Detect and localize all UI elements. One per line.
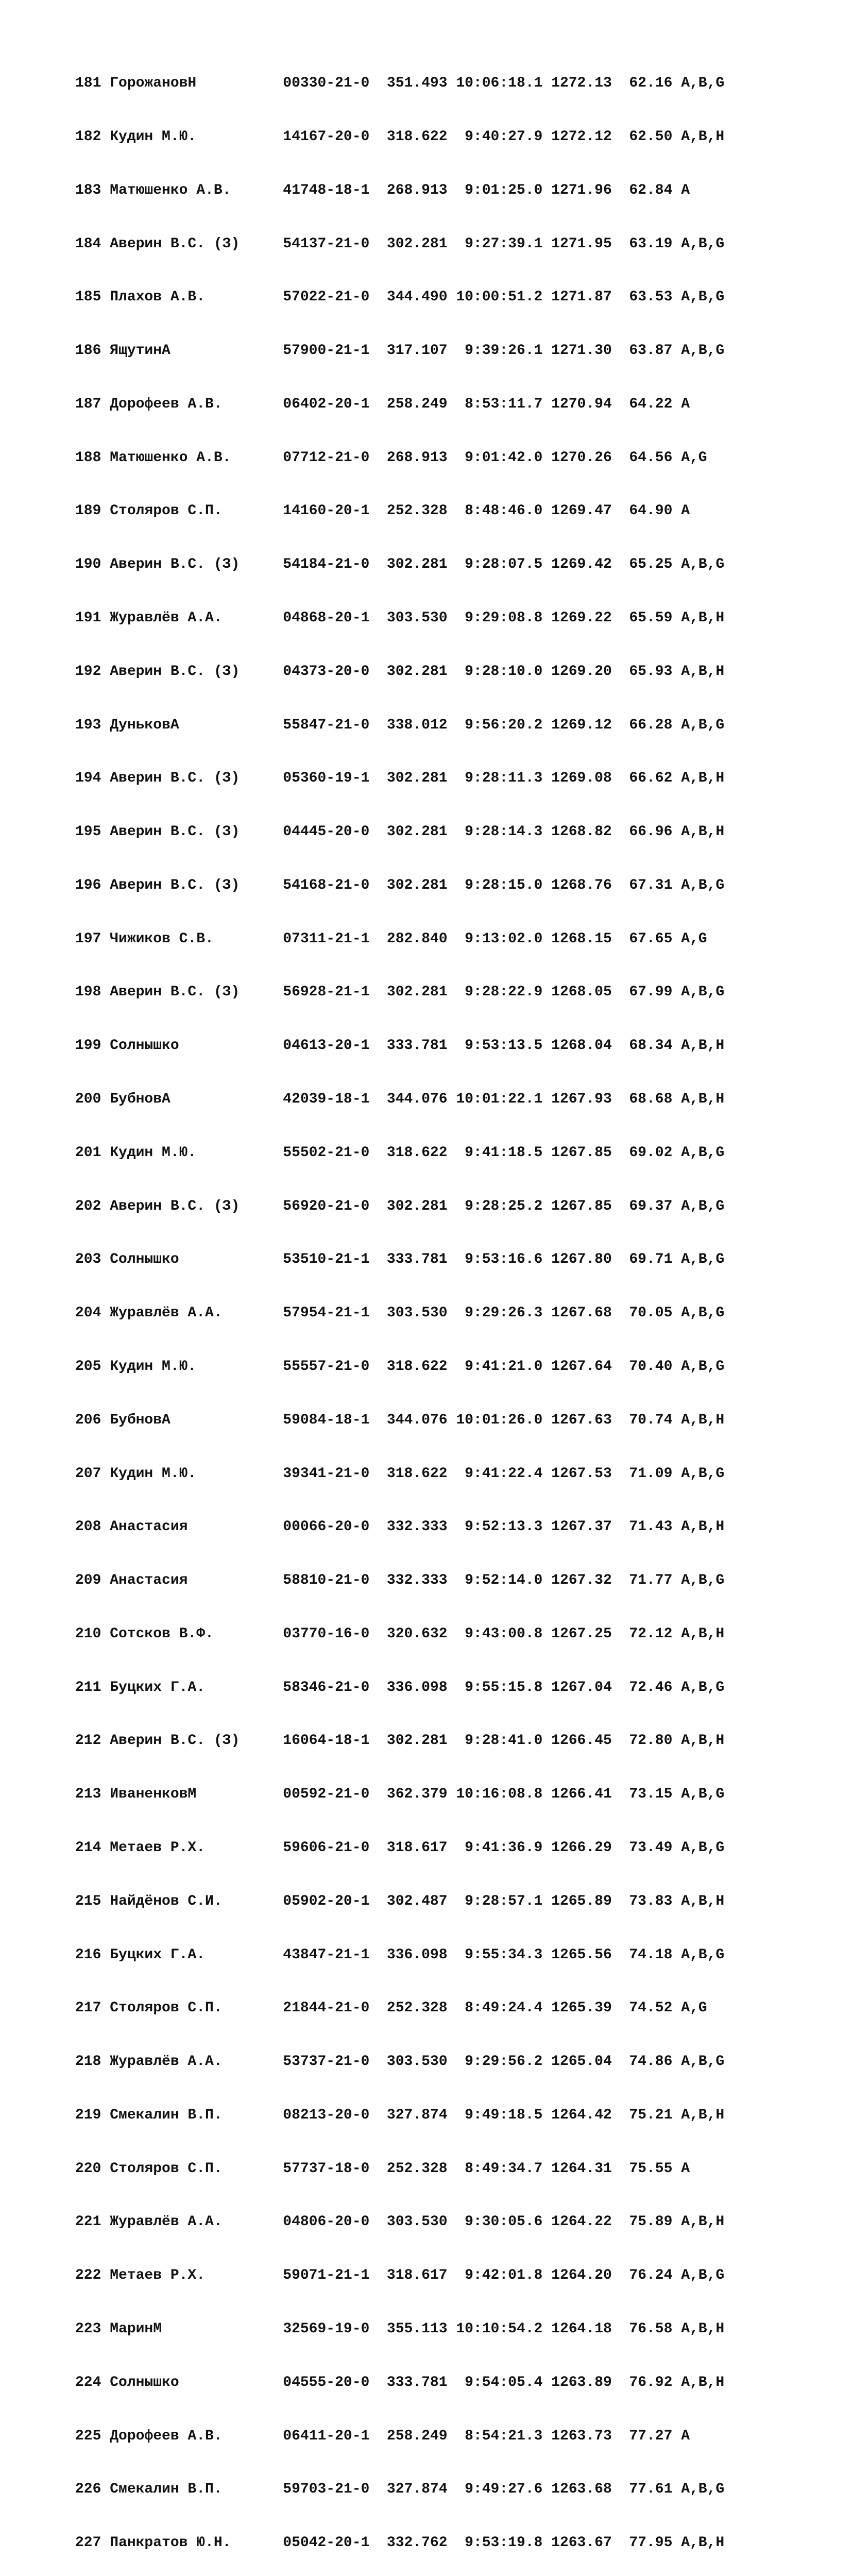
table-row: 211 Буцких Г.А. 58346-21-0 336.098 9:55:15.8 1267.04 72.46 A,B,G [75,1679,725,1696]
table-row: 195 Аверин В.С. (З) 04445-20-0 302.281 9:28:14.3 1268.82 66.96 A,B,H [75,824,725,840]
table-row: 192 Аверин В.С. (З) 04373-20-0 302.281 9:28:10.0 1269.20 65.93 A,B,H [75,663,725,680]
table-row: 186 ЯщутинА 57900-21-1 317.107 9:39:26.1 1271.30 63.87 A,B,G [75,343,725,359]
table-row: 183 Матюшенко А.В. 41748-18-1 268.913 9:01:25.0 1271.96 62.84 A [75,182,690,198]
table-row: 193 ДуньковА 55847-21-0 338.012 9:56:20.2 1269.12 66.28 A,B,G [75,717,725,733]
table-row: 190 Аверин В.С. (З) 54184-21-0 302.281 9:28:07.5 1269.42 65.25 A,B,G [75,556,725,573]
table-row: 199 Солнышко 04613-20-1 333.781 9:53:13.5 1268.04 68.34 A,B,H [75,1038,725,1054]
table-row: 224 Солнышко 04555-20-0 333.781 9:54:05.4 1263.89 76.92 A,B,H [75,2374,725,2391]
table-row: 210 Сотсков В.Ф. 03770-16-0 320.632 9:43:00.8 1267.25 72.12 A,B,H [75,1625,725,1642]
table-row: 226 Смекалин В.П. 59703-21-0 327.874 9:49:27.6 1263.68 77.61 A,B,G [75,2481,725,2498]
table-row: 221 Журавлёв А.А. 04806-20-0 303.530 9:30:05.6 1264.22 75.89 A,B,H [75,2214,725,2230]
table-row: 202 Аверин В.С. (З) 56920-21-0 302.281 9:28:25.2 1267.85 69.37 A,B,G [75,1198,725,1214]
table-row: 227 Панкратов Ю.Н. 05042-20-1 332.762 9:53:19.8 1263.67 77.95 A,B,H [75,2535,725,2551]
table-row: 222 Метаев Р.Х. 59071-21-1 318.617 9:42:01.8 1264.20 76.24 A,B,G [75,2267,725,2284]
table-row: 194 Аверин В.С. (З) 05360-19-1 302.281 9:28:11.3 1269.08 66.62 A,B,H [75,770,725,787]
table-row: 215 Найдёнов С.И. 05902-20-1 302.487 9:28:57.1 1265.89 73.83 A,B,H [75,1893,725,1909]
table-row: 197 Чижиков С.В. 07311-21-1 282.840 9:13:02.0 1268.15 67.65 A,G [75,930,707,947]
table-row: 196 Аверин В.С. (З) 54168-21-0 302.281 9:28:15.0 1268.76 67.31 A,B,G [75,877,725,893]
table-row: 220 Столяров С.П. 57737-18-0 252.328 8:49:34.7 1264.31 75.55 A [75,2160,690,2177]
table-row: 209 Анастасия 58810-21-0 332.333 9:52:14.0 1267.32 71.77 A,B,G [75,1572,725,1589]
table-row: 181 ГорожановН 00330-21-0 351.493 10:06:18.1 1272.13 62.16 A,B,G [75,75,725,92]
table-row: 191 Журавлёв А.А. 04868-20-1 303.530 9:29:08.8 1269.22 65.59 A,B,H [75,610,725,626]
table-row: 223 МаринМ 32569-19-0 355.113 10:10:54.2 1264.18 76.58 A,B,H [75,2321,725,2337]
table-row: 212 Аверин В.С. (З) 16064-18-1 302.281 9:28:41.0 1266.45 72.80 A,B,H [75,1733,725,1749]
table-row: 204 Журавлёв А.А. 57954-21-1 303.530 9:29:26.3 1267.68 70.05 A,B,G [75,1305,725,1321]
table-row: 216 Буцких Г.А. 43847-21-1 336.098 9:55:34.3 1265.56 74.18 A,B,G [75,1946,725,1963]
table-row: 208 Анастасия 00066-20-0 332.333 9:52:13.3 1267.37 71.43 A,B,H [75,1519,725,1535]
table-row: 182 Кудин М.Ю. 14167-20-0 318.622 9:40:27.9 1272.12 62.50 A,B,H [75,128,725,145]
table-row: 219 Смекалин В.П. 08213-20-0 327.874 9:49:18.5 1264.42 75.21 A,B,H [75,2107,725,2123]
table-row: 207 Кудин М.Ю. 39341-21-0 318.622 9:41:22.4 1267.53 71.09 A,B,G [75,1465,725,1482]
results-table [75,39,724,2576]
table-row: 185 Плахов А.В. 57022-21-0 344.490 10:00:51.2 1271.87 63.53 A,B,G [75,289,725,306]
table-row: 188 Матюшенко А.В. 07712-21-0 268.913 9:01:42.0 1270.26 64.56 A,G [75,449,707,466]
table-row: 206 БубновА 59084-18-1 344.076 10:01:26.0 1267.63 70.74 A,B,H [75,1412,725,1428]
table-row: 217 Столяров С.П. 21844-21-0 252.328 8:49:24.4 1265.39 74.52 A,G [75,2000,707,2016]
table-row: 189 Столяров С.П. 14160-20-1 252.328 8:48:46.0 1269.47 64.90 A [75,503,690,519]
table-row: 213 ИваненковМ 00592-21-0 362.379 10:16:08.8 1266.41 73.15 A,B,G [75,1786,725,1803]
table-row: 200 БубновА 42039-18-1 344.076 10:01:22.1 1267.93 68.68 A,B,H [75,1091,725,1108]
table-row: 184 Аверин В.С. (З) 54137-21-0 302.281 9:27:39.1 1271.95 63.19 A,B,G [75,235,725,252]
table-row: 214 Метаев Р.Х. 59606-21-0 318.617 9:41:36.9 1266.29 73.49 A,B,G [75,1839,725,1856]
table-row: 225 Дорофеев А.В. 06411-20-1 258.249 8:54:21.3 1263.73 77.27 A [75,2428,690,2444]
table-row: 187 Дорофеев А.В. 06402-20-1 258.249 8:53:11.7 1270.94 64.22 A [75,396,690,412]
table-row: 198 Аверин В.С. (З) 56928-21-1 302.281 9:28:22.9 1268.05 67.99 A,B,G [75,984,725,1001]
table-row: 201 Кудин М.Ю. 55502-21-0 318.622 9:41:18.5 1267.85 69.02 A,B,G [75,1144,725,1161]
table-row: 218 Журавлёв А.А. 53737-21-0 303.530 9:29:56.2 1265.04 74.86 A,B,G [75,2054,725,2070]
table-row: 205 Кудин М.Ю. 55557-21-0 318.622 9:41:21.0 1267.64 70.40 A,B,G [75,1358,725,1375]
table-row: 203 Солнышко 53510-21-1 333.781 9:53:16.6 1267.80 69.71 A,B,G [75,1251,725,1268]
